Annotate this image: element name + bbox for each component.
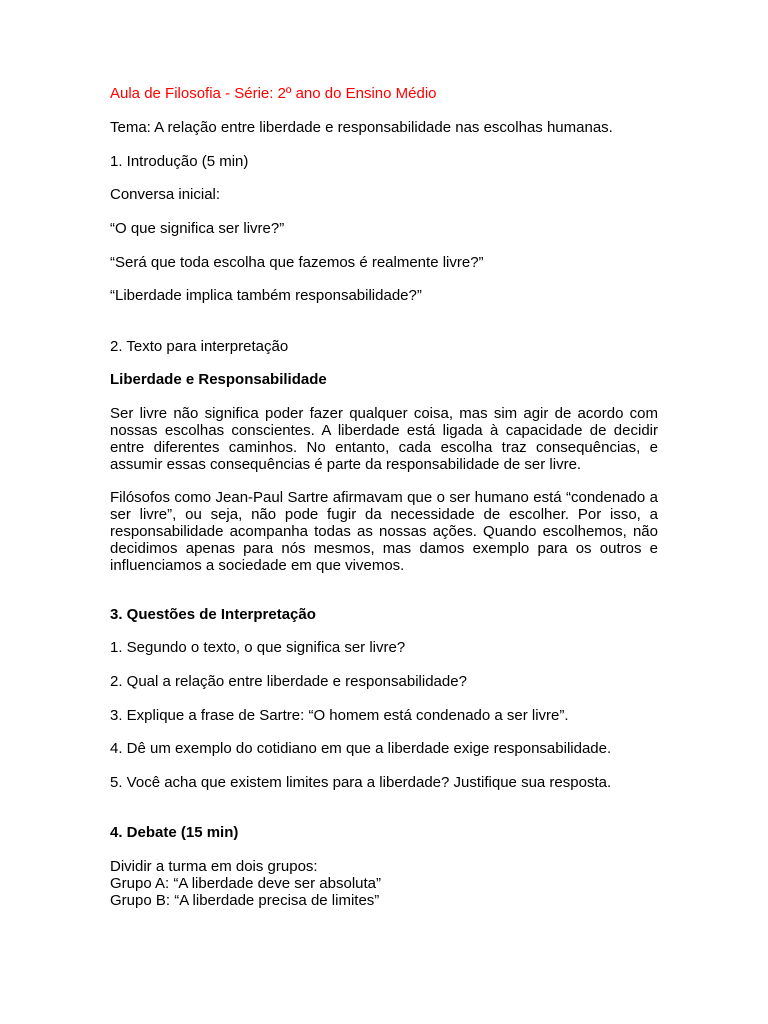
- debate-group-b: Grupo B: “A liberdade precisa de limites”: [110, 892, 380, 909]
- debate-group-a: Grupo A: “A liberdade deve ser absoluta”: [110, 875, 381, 892]
- intro-question-3: “Liberdade implica também responsabilidade?”: [110, 287, 422, 304]
- lesson-title: Aula de Filosofia - Série: 2º ano do Ensino Médio: [110, 85, 437, 102]
- intro-question-1: “O que significa ser livre?”: [110, 220, 285, 237]
- text-paragraph-2: Filósofos como Jean-Paul Sartre afirmavam que o ser humano está “condenado a ser livre”, ou seja, não pode fugir da necessidade de escolher. Por isso, a responsabilidade acompanha todas as nossas ações. Quando escolhemos, não decidimos apenas para nós mesmos, mas damos exemplo para os outros e influenciamos a sociedade em que vivemos.: [110, 489, 658, 574]
- question-5: 5. Você acha que existem limites para a liberdade? Justifique sua resposta.: [110, 774, 612, 791]
- intro-question-2: “Será que toda escolha que fazemos é realmente livre?”: [110, 254, 484, 271]
- debate-instruction: Dividir a turma em dois grupos:: [110, 858, 318, 875]
- question-4: 4. Dê um exemplo do cotidiano em que a liberdade exige responsabilidade.: [110, 740, 612, 757]
- question-1: 1. Segundo o texto, o que significa ser livre?: [110, 639, 406, 656]
- section-3-heading: 3. Questões de Interpretação: [110, 606, 316, 623]
- section-4-heading: 4. Debate (15 min): [110, 824, 239, 841]
- section-2-heading: 2. Texto para interpretação: [110, 338, 289, 355]
- question-2: 2. Qual a relação entre liberdade e responsabilidade?: [110, 673, 467, 690]
- text-paragraph-1: Ser livre não significa poder fazer qualquer coisa, mas sim agir de acordo com nossas escolhas conscientes. A liberdade está ligada à capacidade de decidir entre diferentes caminhos. No entanto, cada escolha traz consequências, e assumir essas consequências é parte da responsabilidade de ser livre.: [110, 405, 658, 473]
- text-title: Liberdade e Responsabilidade: [110, 371, 327, 388]
- question-3: 3. Explique a frase de Sartre: “O homem está condenado a ser livre”.: [110, 707, 569, 724]
- section-1-heading: 1. Introdução (5 min): [110, 153, 249, 170]
- lesson-theme: Tema: A relação entre liberdade e responsabilidade nas escolhas humanas.: [110, 119, 613, 136]
- intro-label: Conversa inicial:: [110, 186, 221, 203]
